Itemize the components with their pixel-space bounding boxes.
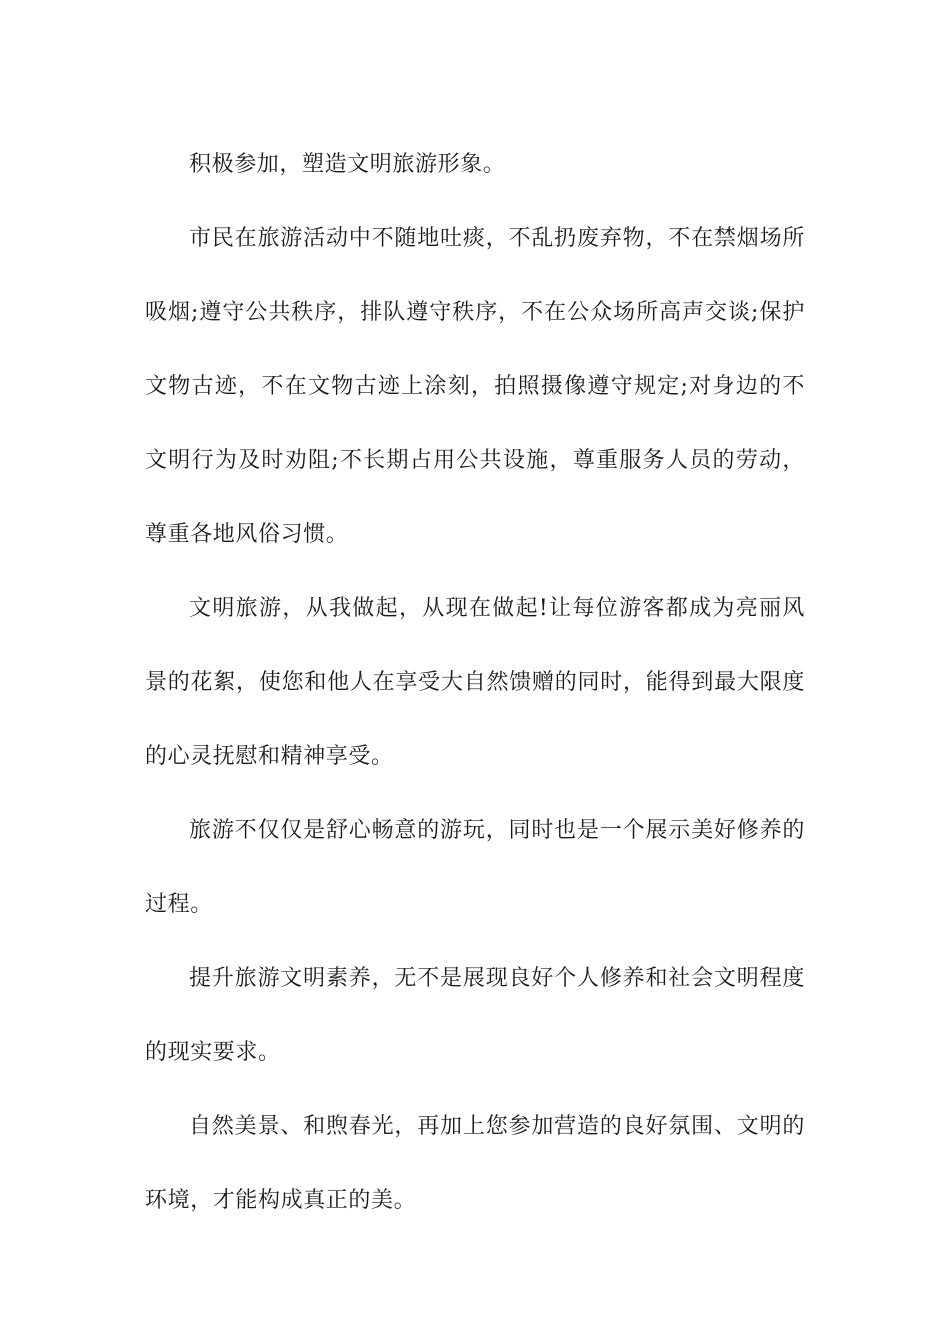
document-body bbox=[145, 128, 805, 1238]
paragraph-2: 市民在旅游活动中不随地吐痰，不乱扔废弃物，不在禁烟场所吸烟;遵守公共秩序，排队遵守秩序，不在公众场所高声交谈;保护文物古迹，不在文物古迹上涂刻，拍照摄像遵守规定;对身边的不文明行为及时劝阻;不长期占用公共设施，尊重服务人员的劳动，尊重各地风俗习惯。 bbox=[145, 226, 805, 547]
paragraph-6: 自然美景、和煦春光，再加上您参加营造的良好氛围、文明的环境，才能构成真正的美。 bbox=[145, 1114, 805, 1213]
paragraph-3: 文明旅游，从我做起，从现在做起!让每位游客都成为亮丽风景的花絮，使您和他人在享受大自然馈赠的同时，能得到最大限度的心灵抚慰和精神享受。 bbox=[145, 596, 805, 769]
paragraph-1: 积极参加，塑造文明旅游形象。 bbox=[189, 152, 506, 177]
paragraph-4: 旅游不仅仅是舒心畅意的游玩，同时也是一个展示美好修养的过程。 bbox=[145, 818, 805, 917]
paragraph-5: 提升旅游文明素养，无不是展现良好个人修养和社会文明程度的现实要求。 bbox=[145, 966, 805, 1065]
